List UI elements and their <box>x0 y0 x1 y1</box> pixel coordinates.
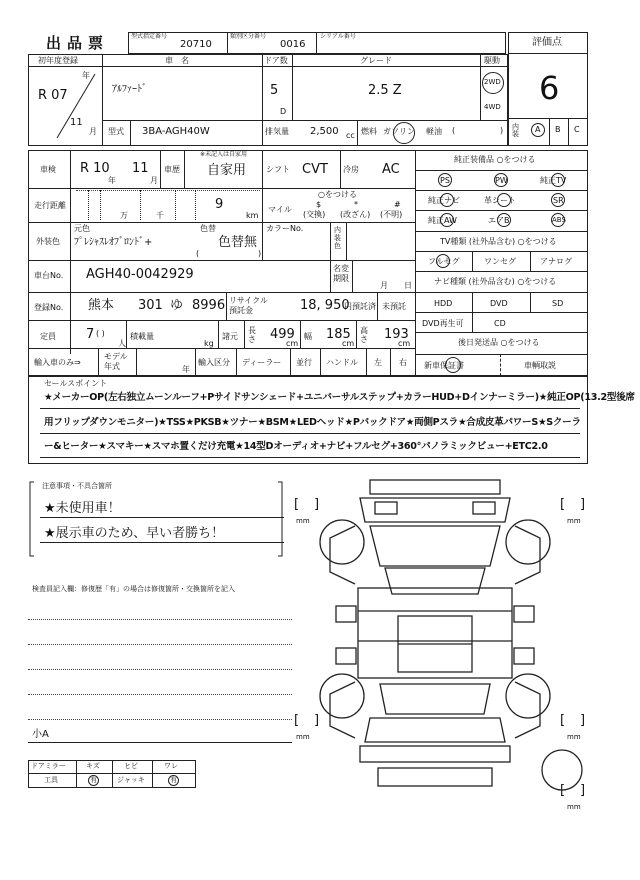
fuel-other-open: ( <box>452 126 456 135</box>
notes-label: 注意事項・不具合箇所 <box>42 482 112 490</box>
reg-kana: ゆ <box>170 298 184 313</box>
divider <box>340 150 341 188</box>
fuel-light-oil: 軽油 <box>426 127 442 136</box>
docs-warranty: 新車保証書 <box>424 361 464 370</box>
divider <box>356 320 357 348</box>
chassis-value: AGH40-0042929 <box>86 267 194 282</box>
divider <box>508 53 588 54</box>
divider <box>330 260 331 292</box>
reg-area: 熊本 <box>88 298 115 313</box>
first-reg-month: 11 <box>70 117 83 128</box>
divider <box>415 251 588 252</box>
divider <box>262 188 263 222</box>
sales-line-1: ★メーカーOP(左右独立ムーンルーフ+Pサイドサンシェード+ユニバーサルステップ+カラーHUD+Dインナーミラー)★純正OP(13.2型後席 <box>44 392 635 403</box>
color-no-label: カラーNo. <box>266 224 304 233</box>
divider <box>28 719 292 720</box>
import-label: 輸入車のみ⇒ <box>34 358 81 367</box>
ac-value: AC <box>382 162 400 177</box>
category-label: 類別区分番号 <box>230 33 267 40</box>
sales-line-3: ー&ヒーター★スマキー★スマホ置くだけ充電★14型Dオーディオ+ナビ+フルセグ+360°パノラミックビュー+ETC2.0 <box>44 441 548 452</box>
capacity-value: 7 <box>86 327 95 342</box>
displacement-label: 排気量 <box>265 127 289 136</box>
height-value: 193 <box>384 327 409 342</box>
fuel-gasoline: ガソリン <box>383 127 415 136</box>
divider <box>262 54 263 120</box>
legend-mirror: ドアミラー <box>31 762 66 770</box>
width-unit: cm <box>342 339 355 348</box>
parallel: 並行 <box>296 358 312 367</box>
category-value: 0016 <box>280 39 306 50</box>
import-div-label: 輸入区分 <box>198 358 230 367</box>
divider <box>226 292 227 320</box>
type-designation-value: 20710 <box>180 39 212 50</box>
equip-leather: 革シート <box>484 196 516 205</box>
divider <box>415 231 588 232</box>
divider <box>28 669 292 670</box>
tire-spare-open: [ <box>560 783 566 798</box>
tire-fr-open: [ <box>560 497 566 512</box>
type-designation-label: 型式指定番号 <box>131 33 168 40</box>
tv-title: TV種類 (社外品含む) ○をつける <box>440 237 557 246</box>
divider <box>472 251 473 271</box>
model-year-unit: 年 <box>182 365 190 374</box>
divider <box>508 118 588 119</box>
equip-aw: 純正AW <box>428 216 457 225</box>
model-value: 3BA-AGH40W <box>142 126 210 137</box>
divider <box>415 354 588 355</box>
usage-note: ※未記入は自家用 <box>200 151 248 158</box>
equip-abs: ABS <box>552 216 566 224</box>
divider <box>98 348 99 376</box>
recycle-label: リサイクル預託金 <box>229 296 268 315</box>
first-reg-label: 初年度登録 <box>38 56 78 65</box>
divider <box>568 118 569 146</box>
divider <box>112 760 113 788</box>
divider <box>415 292 588 293</box>
recycle-unpaid: 未預託 <box>382 302 406 311</box>
color-paren-close: ) <box>258 249 262 258</box>
divider <box>102 120 103 146</box>
mile-label: マイル <box>268 205 292 214</box>
reg-number: 8996 <box>192 298 226 313</box>
divider <box>184 150 185 188</box>
divider <box>415 210 588 211</box>
divider <box>366 348 367 376</box>
divider <box>40 457 580 458</box>
divider <box>28 188 415 189</box>
divider <box>152 760 153 788</box>
divider <box>320 348 321 376</box>
dealer: ディーラー <box>242 358 282 367</box>
tire-rr-close: ] <box>580 713 586 728</box>
transfer-month: 月 <box>380 281 388 290</box>
divider <box>377 292 378 320</box>
legend-jack: ジャッキ <box>117 776 145 784</box>
divider <box>415 150 416 376</box>
original-color: ﾌﾟﾚｼｬｽﾚｵﾌﾞﾛﾝﾄﾞ+ <box>74 237 153 248</box>
capacity-label: 定員 <box>40 332 56 341</box>
grade-value: 2.5 Z <box>368 83 402 98</box>
divider <box>262 150 263 188</box>
transfer-label: 名変期限 <box>333 264 349 283</box>
interior-b: B <box>555 125 561 134</box>
width-label: 幅 <box>304 332 312 341</box>
equip-tv: 純正TV <box>540 176 567 185</box>
door-type: D <box>280 107 287 116</box>
serial-label: シリアル番号 <box>320 33 356 40</box>
divider <box>40 433 580 434</box>
ac-label: 冷房 <box>343 165 359 174</box>
grade-label: グレード <box>360 56 392 65</box>
interior-a: A <box>535 125 541 134</box>
divider <box>195 190 196 220</box>
car-name: ｱﾙﾌｧｰﾄﾞ <box>112 84 147 95</box>
length-unit: cm <box>286 339 299 348</box>
navi-dvd: DVD <box>490 299 508 308</box>
docs-title: 後日発送品 ○をつける <box>458 338 540 347</box>
mile-tamper-sub: (改ざん) <box>340 210 371 219</box>
mileage-sen: 千 <box>156 211 164 220</box>
divider <box>40 542 284 543</box>
legend-crack: ヒビ <box>124 762 138 770</box>
divider <box>40 408 580 409</box>
divider <box>244 320 245 348</box>
tv-oneseg: ワンセグ <box>484 257 516 266</box>
divider <box>160 150 161 188</box>
load-label: 積載量 <box>130 332 154 341</box>
height-label: 高さ <box>360 326 368 344</box>
height-unit: cm <box>398 339 411 348</box>
tire-spare-mm: mm <box>567 803 581 811</box>
tire-fl-open: [ <box>294 497 300 512</box>
handle-right: 右 <box>399 358 407 367</box>
divider <box>480 54 481 120</box>
shift-label: シフト <box>266 165 290 174</box>
equip-ps: PS <box>440 176 450 185</box>
divider <box>292 54 293 120</box>
original-color-label: 元色 <box>74 224 90 233</box>
divider <box>175 190 176 220</box>
divider <box>76 760 77 788</box>
interior-label: 内装 <box>512 123 519 138</box>
equipment-title: 純正装備品 ○をつける <box>454 155 536 164</box>
divider <box>28 644 292 645</box>
divider <box>415 170 588 171</box>
equip-leather-circle <box>497 193 511 207</box>
dims-label: 諸元 <box>222 332 238 341</box>
divider <box>357 120 358 146</box>
equip-aw-circle <box>440 213 454 227</box>
notes-line-1: ★未使用車！ <box>44 501 121 516</box>
equip-sr: SR <box>553 196 564 205</box>
mile-exchange-sub: (交換) <box>303 210 326 219</box>
mileage-km: km <box>246 211 259 220</box>
divider <box>262 120 263 146</box>
era-label: 年 <box>82 71 90 80</box>
page-title: 出品票 <box>46 34 110 52</box>
inspection-year-unit: 年 <box>108 176 116 185</box>
divider <box>530 251 531 271</box>
legend-break: ワレ <box>164 762 178 770</box>
rating-label: 評価点 <box>532 37 562 48</box>
reg-class: 301 <box>138 298 163 313</box>
equip-pw: PW <box>495 176 508 185</box>
divider <box>140 190 141 220</box>
mile-exchange: $ <box>316 200 322 209</box>
divider <box>415 332 588 333</box>
navi-title: ナビ種類 (社外品含む) ○をつける <box>434 277 557 286</box>
divider <box>88 190 89 220</box>
divider <box>290 348 291 376</box>
color-change: 色替無 <box>218 235 258 250</box>
mileage-label: 走行距離 <box>34 201 66 210</box>
mile-note: ○をつける <box>318 190 357 199</box>
legend-scratch: キズ <box>86 762 100 770</box>
tire-fl-mm: mm <box>296 517 310 525</box>
divider <box>500 354 501 376</box>
sales-label: セールスポイント <box>44 379 108 388</box>
docs-manual: 車輌取説 <box>524 361 556 370</box>
tv-fullseg-circle <box>436 254 450 268</box>
divider <box>530 292 531 312</box>
legend-tools: 工具 <box>44 776 58 784</box>
capacity-paren: ( ) <box>96 329 105 338</box>
length-label: 長さ <box>248 326 256 344</box>
divider <box>100 190 101 220</box>
first-reg-year: R 07 <box>38 88 68 103</box>
first-reg-slash <box>55 72 105 142</box>
inspection-label: 車検 <box>40 165 56 174</box>
divider <box>28 66 508 67</box>
divider <box>130 120 131 146</box>
divider <box>300 320 301 348</box>
tire-fl-close: ] <box>314 497 320 512</box>
navi-dvd-play: DVD再生可 <box>422 319 464 328</box>
divider <box>195 348 196 376</box>
tire-spare-close: ] <box>580 783 586 798</box>
fuel-other-close: ) <box>500 126 504 135</box>
divider <box>352 260 353 292</box>
drive-label: 駆動 <box>484 56 500 65</box>
divider <box>28 292 415 293</box>
interior-color-label: 内装色 <box>334 226 341 250</box>
divider <box>330 222 331 260</box>
inspection-year: R 10 <box>80 161 110 176</box>
displacement-value: 2,500 <box>310 126 339 137</box>
usage-label: 車歴 <box>164 165 180 174</box>
handle-label: ハンドル <box>326 358 358 367</box>
drive-2wd: 2WD <box>484 78 501 86</box>
rating-value: 6 <box>539 69 560 107</box>
divider <box>262 222 263 260</box>
tv-fullseg: フルセグ <box>428 257 460 266</box>
divider <box>415 271 588 272</box>
model-year-label: モデル年式 <box>104 352 128 371</box>
mile-unknown-sub: (不明) <box>380 210 403 219</box>
divider <box>28 260 415 261</box>
displacement-unit: cc <box>346 131 355 140</box>
mile-tamper: * <box>354 200 358 209</box>
transfer-day: 日 <box>404 281 412 290</box>
divider <box>390 348 391 376</box>
mile-unknown: # <box>394 200 401 209</box>
width-value: 185 <box>326 327 351 342</box>
navi-hdd: HDD <box>434 299 453 308</box>
inspector-label: 検査員記入欄：修復歴「有」の場合は修復箇所・交換箇所を記入 <box>32 585 235 593</box>
navi-sd: SD <box>552 299 564 308</box>
color-paren-open: ( <box>196 249 200 258</box>
length-value: 499 <box>270 327 295 342</box>
load-kg: kg <box>204 339 214 348</box>
divider <box>102 120 508 121</box>
color-name-label: 色替 <box>200 224 216 233</box>
recycle-unit: 円預託済 <box>344 302 376 311</box>
inspection-month-unit: 月 <box>150 176 158 185</box>
tv-analog: アナログ <box>540 257 572 266</box>
notes-bracket <box>28 480 288 560</box>
doors-label: ドア数 <box>264 56 288 65</box>
divider <box>236 348 237 376</box>
divider <box>28 694 292 695</box>
doors-value: 5 <box>270 83 279 98</box>
tire-fr-mm: mm <box>567 517 581 525</box>
divider <box>415 312 588 313</box>
drive-4wd: 4WD <box>484 103 501 111</box>
tire-fr-close: ] <box>580 497 586 512</box>
mileage-digit: 9 <box>215 197 224 212</box>
divider <box>28 619 292 620</box>
tire-rr-mm: mm <box>567 733 581 741</box>
divider <box>76 190 260 191</box>
inspector-sign: 小A <box>32 729 49 740</box>
first-reg-month-label: 月 <box>89 127 97 136</box>
legend-jack-value: 有 <box>170 776 177 784</box>
fuel-label: 燃料 <box>361 127 377 136</box>
divider <box>218 320 219 348</box>
divider <box>126 320 127 348</box>
equip-airbag: エアB <box>488 216 510 225</box>
inspection-month: 11 <box>132 161 149 176</box>
tire-rl-open: [ <box>294 713 300 728</box>
divider <box>346 222 347 260</box>
tire-rl-mm: mm <box>296 733 310 741</box>
notes-line-2: ★展示車のため、早い者勝ち！ <box>44 526 225 541</box>
divider <box>415 190 588 191</box>
divider <box>136 348 137 376</box>
divider <box>28 348 415 349</box>
divider <box>40 517 284 518</box>
docs-warranty-circle <box>445 357 461 373</box>
usage-value: 自家用 <box>207 163 247 178</box>
tire-rr-open: [ <box>560 713 566 728</box>
equip-navi-circle <box>440 193 454 207</box>
sales-line-2: 用フリップダウンモニター)★TSS★PKSB★ツナー★BSM★LEDヘッド★Pバックドア★両側Pスラ★合成皮革パワーS★Sクーラ <box>44 417 581 428</box>
legend-tools-value: 有 <box>90 776 97 784</box>
reg-label: 登録No. <box>34 303 64 312</box>
mileage-man: 万 <box>120 211 128 220</box>
car-name-label: 車 名 <box>165 56 189 65</box>
divider <box>549 118 550 146</box>
equip-navi: 純正ナビ <box>428 196 460 205</box>
tire-rl-close: ] <box>314 713 320 728</box>
capacity-unit: 人 <box>118 339 126 348</box>
model-label: 型式 <box>108 127 124 136</box>
chassis-label: 車台No. <box>34 271 64 280</box>
equip-airbag-circle <box>497 213 511 227</box>
divider <box>70 150 71 354</box>
recycle-value: 18, 950 <box>300 298 350 313</box>
divider <box>28 222 415 223</box>
interior-c: C <box>574 125 580 134</box>
divider <box>28 742 292 743</box>
shift-value: CVT <box>302 162 328 177</box>
vehicle-damage-diagram <box>300 476 570 816</box>
handle-left: 左 <box>374 358 382 367</box>
color-label: 外装色 <box>36 237 60 246</box>
navi-cd: CD <box>494 319 506 328</box>
